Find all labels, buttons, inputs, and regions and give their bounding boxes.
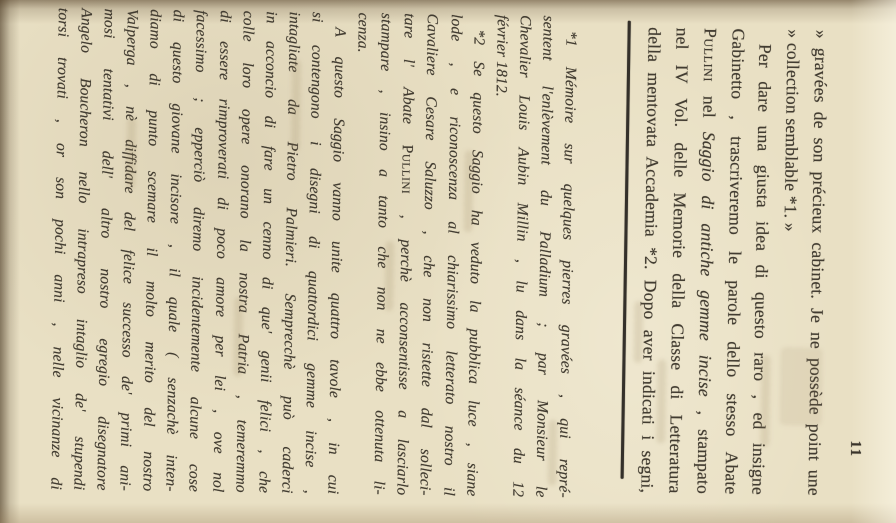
text-line: Cavaliere Cesare Saluzzo , che non ristette dal solleci- (416, 13, 442, 496)
text-line: facessimo ; epperciò diremo incidentemente alcune cose (185, 9, 211, 493)
text-line: di questo giovane incisore , il quale ( senzachè inten- (162, 9, 188, 492)
text-segment: nel (698, 81, 720, 133)
text-line: » gravées de son précieux cabinet. Je ne possède point une (804, 29, 832, 496)
text-line: nel IV Vol. delle Memorie della Classe di Letteratura (665, 27, 693, 494)
text-line: della mentovata Accademia *2. Dopo aver indicati i segni, (637, 27, 665, 494)
bleed-through-mark (126, 117, 136, 189)
bleed-through-mark (633, 301, 643, 363)
bleed-through-mark (463, 150, 473, 232)
text-line: diamo di punto scemare il molto merito del nostro (139, 9, 165, 492)
text-line: si contengono i disegni di quattordici gemme incise , (301, 11, 326, 494)
text-line: *1 Mémoire sur quelques pierres gravées , qui repré- (555, 30, 580, 498)
text-segment: tare l' Abate (399, 13, 419, 145)
text-line: A questo Saggio vanno unite quattro tavole , in cui (324, 27, 349, 495)
bleed-through-mark (547, 420, 557, 486)
bleed-through-mark (233, 297, 243, 377)
bleed-through-mark (291, 60, 301, 152)
bleed-through-mark (760, 355, 770, 447)
text-segment: Pullini (699, 27, 721, 83)
text-line: mosi tentativi dell' altro nostro egregio disegnatore (93, 8, 119, 491)
text-line: colle loro opere onorano la nostra Patria , temeremmo (232, 10, 257, 493)
text-line: sentent l'enlèvement du Palladium ; par Monsieur le (532, 15, 557, 498)
text-line: février 1812. (492, 14, 511, 97)
text-segment: Pullini (398, 144, 417, 195)
footnote-separator-rule (621, 21, 631, 479)
text-segment: , perchè acconsentisse a lasciarlo (393, 194, 416, 496)
text-line: intagliate da Pietro Palmieri. Semprecchè può caderci (278, 11, 303, 494)
text-line: cenza. (354, 12, 373, 53)
text-line: torsi trovati , or son pochi anni , nelle vicinanze di (47, 7, 72, 491)
text-line: Angelo Boucheron nello intrapreso intaglio de' stupendi (70, 8, 95, 491)
text-line: Chevalier Louis Aubin Millin , lu dans la séance du 12 (509, 15, 534, 498)
bleed-through-mark (779, 347, 822, 426)
text-line: *2 Se questo Saggio ha veduto la pubblica luce , siane (462, 29, 488, 497)
text-segment: , stampato (693, 396, 715, 495)
text-segment: Saggio di antiche gemme incise (694, 131, 719, 397)
text-line: di essere rimproverati di poco amore per lei , ove nol (208, 10, 234, 493)
text-line: » collection semblable *1. » (780, 29, 804, 232)
text-line: in acconcio di fare un cenno di que' genii felici , che (255, 11, 280, 494)
bleed-through-mark (656, 359, 666, 443)
text-line: lode , e riconoscenza al chiarissimo letterato nostro il (439, 13, 465, 497)
text-line: Valperga , nè diffidare del felice successo de' primi ani- (116, 8, 142, 492)
text-line: Per dare una giusta idea di questo raro , ed insigne (748, 43, 776, 496)
text-line: Gabinetto , trascriveremo le parole dello stesso Abate (720, 28, 749, 495)
bleed-through-mark (384, 241, 394, 311)
text-line: stampare , insino a tanto che non ne ebbe ottenuta li- (370, 12, 396, 496)
page-number: 11 (846, 440, 864, 458)
footnote-block (44, 8, 583, 498)
